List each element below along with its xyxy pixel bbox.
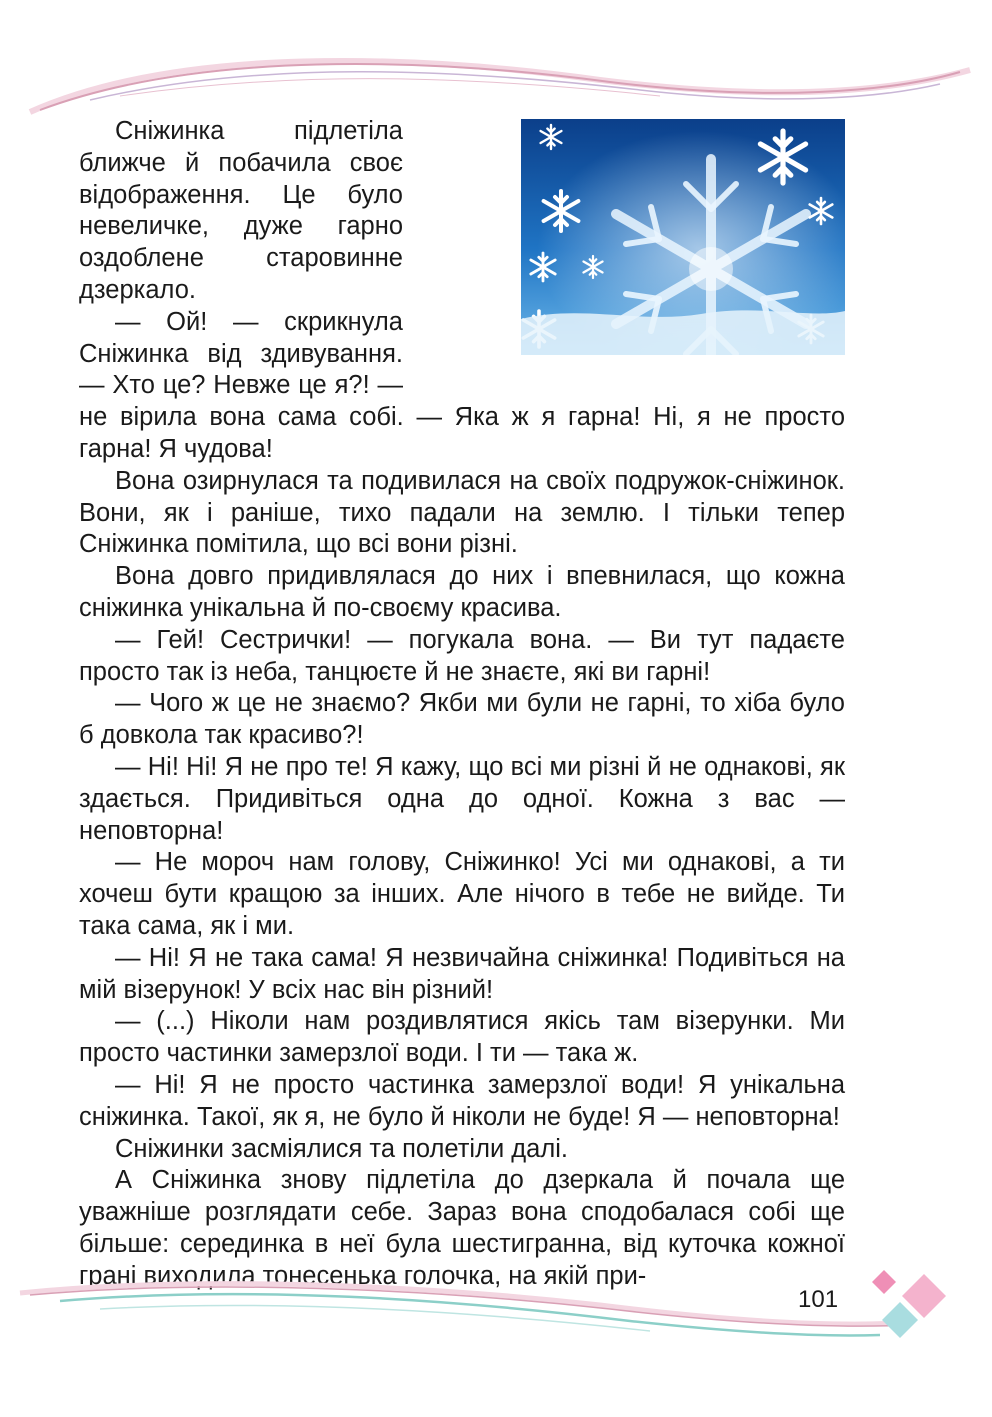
top-wave-decoration [0, 0, 992, 120]
image-spacer [403, 116, 845, 382]
paragraph: — Ні! Я не така сама! Я незвичайна сніжинка! Подивіться на мій візерунок! У всіх нас він різний! [79, 943, 845, 1004]
paragraph: — (...) Ніколи нам роздивлятися якісь там візерунки. Ми просто частинки замерзлої води. І ти — така ж. [79, 1007, 845, 1068]
diamond-decoration [862, 1262, 962, 1352]
paragraph: — Чого ж це не знаємо? Якби ми були не гарні, то хіба було б довкола так красиво?! [79, 689, 845, 750]
paragraph: — Гей! Сестрички! — погукала вона. — Ви тут падаєте просто так із неба, танцюєте й не знаєте, які ви гарні! [79, 625, 845, 686]
paragraph: А Сніжинка знову підлетіла до дзеркала й почала ще уважніше розглядати себе. Зараз вона сподобалася собі ще більше: серединка в неї була шестигранна, від куточка кожної грані виходила тонесенька голочка, на якій при- [79, 1166, 845, 1290]
paragraph: — Ой! — скрикнула Сніжинка від здивування. — Хто це? Невже це я?! — не вірила вона сама собі. — Яка ж я гарна! Ні, я не просто гарна! Я чудова! [79, 307, 845, 463]
paragraph: Вона озирнулася та подивилася на своїх подружок-сніжинок. Вони, як і раніше, тихо падали на землю. І тільки тепер Сніжинка помітила, що всі вони різні. [79, 466, 845, 559]
page-number: 101 [798, 1286, 839, 1313]
paragraph: Сніжинки засміялися та полетіли далі. [115, 1134, 568, 1163]
bottom-wave-decoration [0, 1265, 992, 1365]
paragraph: Вона довго придивлялася до них і впевнилася, що кожна сніжинка унікальна й по-своєму красива. [79, 562, 845, 622]
paragraph: Сніжинка підлетіла ближче й побачила своє відображення. Це було невеличке, дуже гарно оздоблене старовинне дзеркало. [79, 117, 403, 304]
paragraph: — Ні! Ні! Я не про те! Я кажу, що всі ми різні й не однакові, як здається. Придивіться одна до одної. Кожна з вас — неповторна! [79, 752, 845, 845]
paragraph: — Ні! Я не просто частинка замерзлої води! Я унікальна сніжинка. Такої, як я, не було й ніколи не буде! Я — неповторна! [79, 1070, 845, 1131]
paragraph: — Не мороч нам голову, Сніжинко! Усі ми однакові, а ти хочеш бути кращою за інших. Але нічого в тебе не вийде. Ти така сама, як і ми. [79, 848, 845, 940]
story-text [79, 116, 845, 1292]
